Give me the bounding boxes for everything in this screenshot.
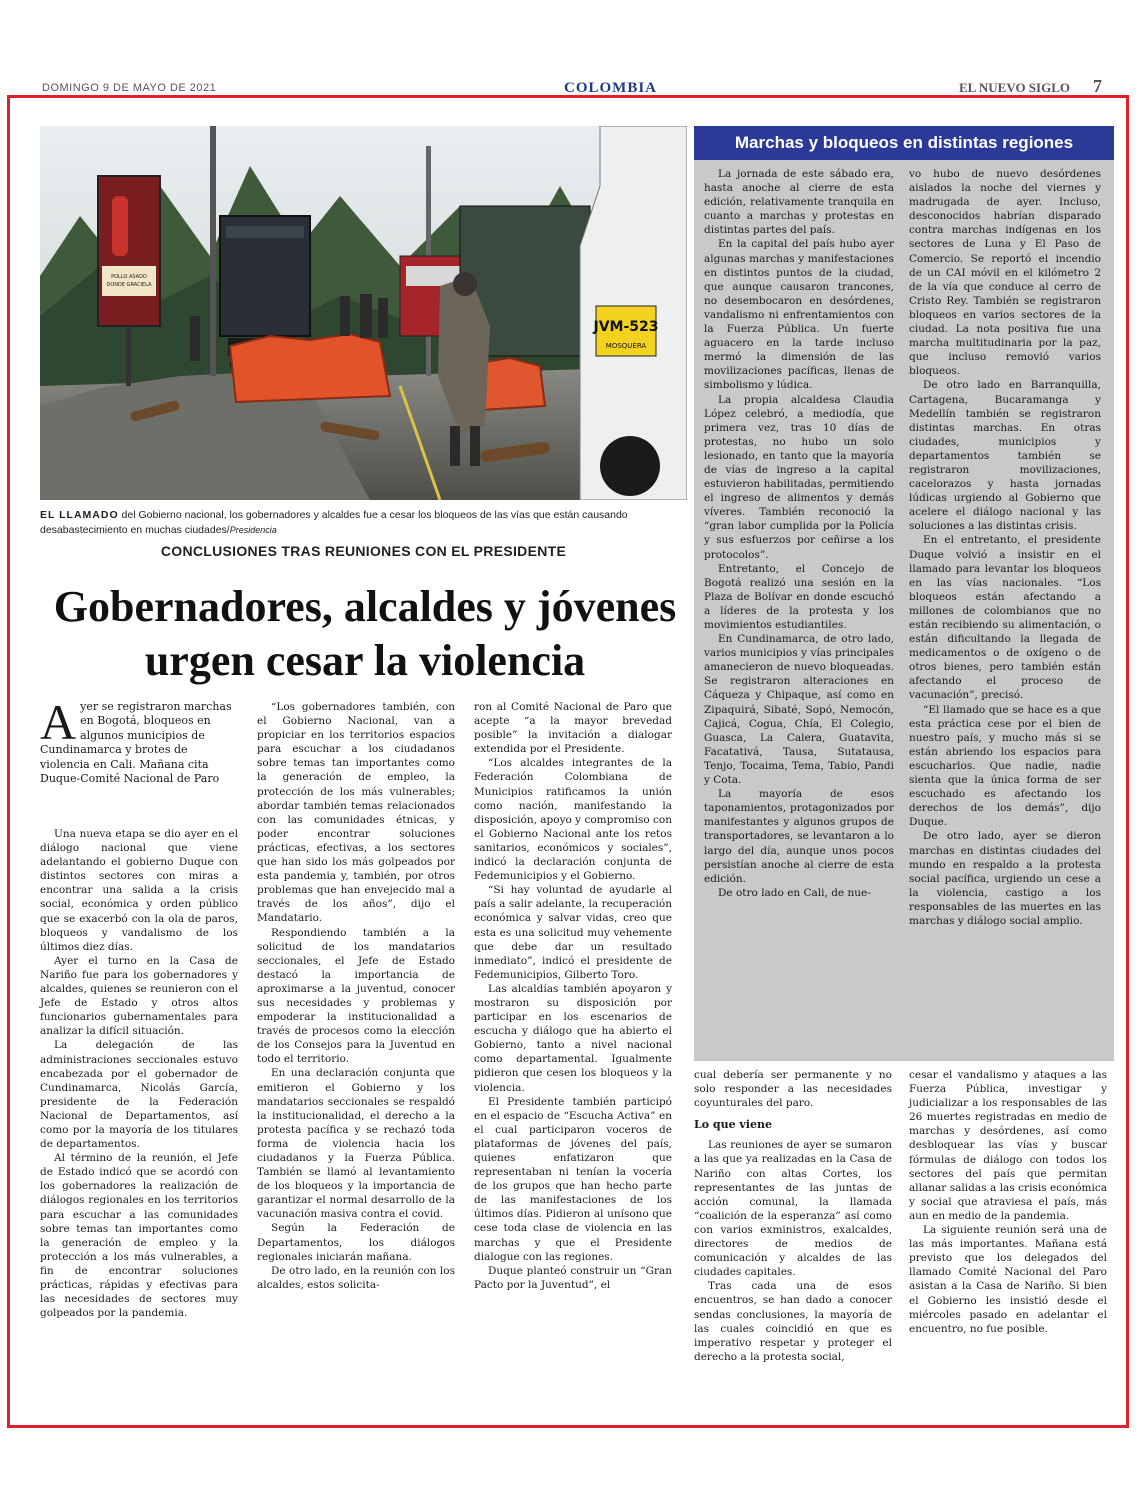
article-column-1	[40, 827, 238, 1320]
paragraph: La siguiente reunión será una de las más importantes. Mañana está previsto que los delegados del llamado Comité Nacional del Paro asistan a la Casa de Nariño. Si bien el Gobierno les insistió desde el miércoles pasado en adelantar el encuentro, no fue posible.	[909, 1224, 1107, 1335]
paragraph: “El llamado que se hace es a que esta práctica cese por el bien de nuestro país, y mucho más si se están abriendo los espacios para escucharlos. Que nadie, nadie sienta que la única forma de ser escuchado es afectando los derechos de los demás”, dijo Duque.	[909, 703, 1101, 829]
paragraph: “Los alcaldes integrantes de la Federación Colombiana de Municipios ratificamos la unión como nación, manifestando la disposición, apoyo y compromiso con el Gobierno Nacional ante los retos sanitarios, económicos y sociales”, indicó la declaración conjunta de Fedemunicipios y el Gobierno.	[474, 757, 672, 883]
sidebar-title: Marchas y bloqueos en distintas regiones	[694, 126, 1114, 160]
article-column-3	[474, 700, 672, 1292]
sidebar-column-b	[909, 167, 1101, 928]
paragraph: El Presidente también participó en el espacio de “Escucha Activa” en el cual participaron voceros de plataformas de jóvenes del país, quienes enfatizaron que representaban ni tenían la vocería de los grupos que han hecho parte de las manifestaciones de los últimos días. Pidieron al unísono que cese toda clase de violencia en las marchas y que el Presidente dialogue con las regiones.	[474, 1095, 672, 1263]
paragraph: Una nueva etapa se dio ayer en el diálogo nacional que viene adelantando el gobierno Duque con distintos sectores con miras a encontrar una salida a la crisis social, económica y orden público que se exacerbó con la ola de paros, bloqueos y vandalismo de los últimos diez días.	[40, 828, 238, 953]
paragraph: Duque planteó construir un “Gran Pacto por la Juventud”, el	[474, 1264, 672, 1291]
paragraph: Las reuniones de ayer se sumaron a las que ya realizadas en la Casa de Nariño con altas Cortes, los representantes de las juntas de acción comunal, la llamada “coalición de la esperanza” así como con varios exministros, exalcaldes, directores de medios de comunicación y alcaldes de las ciudades capitales.	[694, 1139, 892, 1279]
paragraph: cesar el vandalismo y ataques a las Fuerza Pública, investigar y judicializar a los responsables de las 26 muertes registradas en medio de marchas y desórdenes, así como desbloquear las vías y buscar fórmulas de diálogo con todos los sectores del país que permitan allanar salidas a las crisis económica y social que atraviesa el país, más aun en medio de la pandemia.	[909, 1069, 1107, 1222]
article-headline: Gobernadores, alcaldes y jóvenes urgen cesar la violencia	[53, 582, 677, 685]
section-name: COLOMBIA	[564, 80, 658, 96]
news-photo	[40, 126, 687, 500]
paragraph: En la capital del país hubo ayer algunas marchas y manifestaciones en distintos puntos de la ciudad, que aunque causaron trancones, no desembocaron en desórdenes, vandalismo ni enfrentamientos con la Fuerza Pública. Un fuerte aguacero en la tarde incluso mermó la dimensión de las movilizaciones pacíficas, llenas de simbolismo y lúdica.	[704, 238, 894, 392]
svg-text:DONDE GRACIELA: DONDE GRACIELA	[106, 282, 152, 288]
caption-text: del Gobierno nacional, los gobernadores y alcaldes fue a cesar los bloqueos de las vías que están causando desabastecimiento en muchas ciudades/	[40, 509, 628, 536]
svg-text:JVM-523: JVM-523	[593, 319, 659, 335]
svg-text:POLLO ASADO: POLLO ASADO	[111, 274, 147, 280]
article-column-2	[257, 700, 455, 1292]
paragraph: La mayoría de esos taponamientos, protagonizados por manifestantes y algunos grupos de transportadores, se levantaron a lo largo del día, aunque unos pocos persistían anoche al cierre de esta edición.	[704, 788, 894, 885]
paragraph: Ayer el turno en la Casa de Nariño fue para los gobernadores y alcaldes, quienes se reunieron con el Jefe de Estado y otros altos funcionarios gubernamentales para analizar la difícil situación.	[40, 954, 238, 1038]
paragraph: En Cundinamarca, de otro lado, varios municipios y vías principales amanecieron de nuevo bloqueadas. Se registraron alteraciones en Cáqueza y Chipaque, así como en Zipaquirá, Sibaté, Sopó, Nemocón, Cajicá, Cogua, Chía, El Colegio, Guasca, La Calera, Guatavita, Facatativá, Tausa, Sutatausa, Tenjo, Tocaima, Tema, Tabio, Pandi y Cota.	[704, 633, 894, 787]
paragraph: Tras cada una de esos encuentros, se han dado a conocer sendas conclusiones, la mayoría de las cuales coincidió en que es imperativo respetar y proteger el derecho a la protesta social,	[694, 1280, 892, 1363]
paragraph: Respondiendo también a la solicitud de los mandatarios seccionales, el Jefe de Estado destacó la importancia de aproximarse a la juventud, conocer sus necesidades y problemas y empoderar la institucionalidad a través de procesos como la elección de los Consejos para la Juventud en todo el territorio.	[257, 926, 455, 1066]
paragraph: Entretanto, el Concejo de Bogotá realizó una sesión en la Plaza de Bolívar en donde escuchó a líderes de la protesta y los movimientos estudiantiles.	[704, 562, 894, 631]
blockade-photo-illustration	[40, 126, 687, 500]
paragraph: Las alcaldías también apoyaron y mostraron su disposición por participar en los escenarios de escucha y diálogo que ha abierto el Gobierno, tanto a nivel nacional como departamental. Igualmente pidieron que cesen los bloqueos y la violencia.	[474, 982, 672, 1094]
article-kicker: CONCLUSIONES TRAS REUNIONES CON EL PRESIDENTE	[160, 543, 567, 559]
paragraph: De otro lado en Cali, de nue-	[718, 886, 871, 899]
photo-credit: Presidencia	[229, 525, 277, 535]
drop-cap: A	[40, 694, 77, 750]
photo-caption	[40, 508, 687, 538]
sidebar-column-a	[704, 167, 894, 900]
article-column-4	[694, 1068, 892, 1364]
paragraph: De otro lado, ayer se dieron marchas en distintas ciudades del mundo en respaldo a la protesta social pacífica, urgiendo un cese a la violencia, castigo a los responsables de las muertes en las marchas y diálogo social amplio.	[909, 830, 1101, 927]
intro-text: yer se registraron marchas en Bogotá, bloqueos en algunos municipios de Cundinamarca y brotes de violencia en Cali. Mañana cita Duque-Comité Nacional de Paro	[40, 700, 232, 786]
paragraph: La delegación de las administraciones seccionales estuvo encabezada por el gobernador de Cundinamarca, Nicolás García, presidente de la Federación Nacional de Departamentos, así como por la mayoría de los titulares de departamentos.	[40, 1039, 238, 1151]
issue-date: DOMINGO 9 DE MAYO DE 2021	[42, 82, 217, 94]
paragraph: De otro lado, en la reunión con los alcaldes, estos solicita-	[257, 1264, 455, 1291]
paragraph: La propia alcaldesa Claudia López celebró, a mediodía, que primera vez, tras 10 días de protestas, no hubo un solo lesionado, en tanto que la mayoría de vías de ingreso a la capital estuvieron habilitadas, permitiendo el ingreso de alimentos y demás víveres. También reconoció la “gran labor cumplida por la Policía y sus esfuerzos por ceñirse a los protocolos”.	[704, 393, 894, 561]
page-number: 7	[1093, 76, 1102, 96]
paragraph: En una declaración conjunta que emitieron el Gobierno y los mandatarios seccionales se respaldó la institucionalidad, el derecho a la protesta pacífica y se rechazó toda forma de violencia hacia los ciudadanos y la Fuerza Pública. También se llamó al levantamiento de los bloqueos y la importancia de garantizar el normal desarrollo de la vacunación masiva contra el covid.	[257, 1067, 455, 1221]
paragraph: En el entretanto, el presidente Duque volvió a insistir en el llamado para levantar los bloqueos en las vías nacionales. “Los bloqueos están afectando a millones de colombianos que no están recibiendo su alimentación, o están dificultando la llegada de medicamentos o de oxígeno o de otros bienes, pero también están afectando el proceso de vacunación”, precisó.	[909, 534, 1101, 702]
caption-lead: EL LLAMADO	[40, 509, 119, 521]
paragraph: Según la Federación de Departamentos, los diálogos regionales iniciarán mañana.	[257, 1222, 455, 1263]
article-column-5	[909, 1068, 1107, 1336]
newspaper-name: EL NUEVO SIGLO	[959, 80, 1070, 95]
paragraph: “Los gobernadores también, con el Gobierno Nacional, van a propiciar en los territorios espacios para escuchar a los ciudadanos sobre temas tan importantes como la generación de empleo, la protección de los más vulnerables; abordar también temas relacionados con las comunidades étnicas, y poder encontrar soluciones prácticas, efectivas, a los sectores que han sido los más golpeados por esta pandemia y, también, por otros problemas que han envejecido mal a través de los años”, dijo el Mandatario.	[257, 701, 455, 925]
paragraph: De otro lado en Barranquilla, Cartagena, Bucaramanga y Medellín también se registraron distintas marchas. En otras ciudades, municipios y departamentos también se registraron movilizaciones, cacelorazos y hasta jornadas lúdicas urgiendo al Gobierno que acelere el diálogo nacional y las soluciones a las distintas crisis.	[909, 379, 1101, 533]
article-intro	[40, 694, 236, 786]
paragraph: vo hubo de nuevo desórdenes aislados la noche del viernes y madrugada de ayer. Incluso, desconocidos habrían disparado contra marchas indígenas en los sectores de Luna y El Paso de Comercio. Se reportó el incendio de un CAI móvil en el kilómetro 2 de la vía que conduce al cerro de Cristo Rey. También se registraron bloqueos en varios sectores de la ciudad. La nota positiva fue una marcha multitudinaria por la paz, que incluso removió varios bloqueos.	[909, 168, 1101, 378]
paragraph: ron al Comité Nacional de Paro que acepte “a la mayor brevedad posible” la invitación a dialogar extendida por el Presidente.	[474, 701, 672, 756]
paragraph: La jornada de este sábado era, hasta anoche al cierre de esta edición, relativamente tranquila en cuanto a marchas y protestas en distintas partes del país.	[704, 168, 894, 237]
paragraph: cual debería ser permanente y no solo responder a las necesidades coyunturales del paro.	[694, 1069, 892, 1110]
subheading: Lo que viene	[694, 1118, 772, 1132]
paragraph: Al término de la reunión, el Jefe de Estado indicó que se acordó con los gobernadores la realización de diálogos regionales en los territorios para escuchar a las comunidades sobre temas tan importantes como la generación de empleo y la protección a los más vulnerables, a fin de encontrar soluciones prácticas, rápidas y efectivas para las necesidades de sectores muy golpeados por la pandemia.	[40, 1152, 238, 1320]
paragraph: “Si hay voluntad de ayudarle al país a salir adelante, la recuperación económica y salvar vidas, creo que esta es una solicitud muy vehemente que debe dar un resultado inmediato”, indicó el presidente de Fedemunicipios, Gilberto Toro.	[474, 884, 672, 981]
svg-text:MOSQUERA: MOSQUERA	[605, 342, 647, 350]
